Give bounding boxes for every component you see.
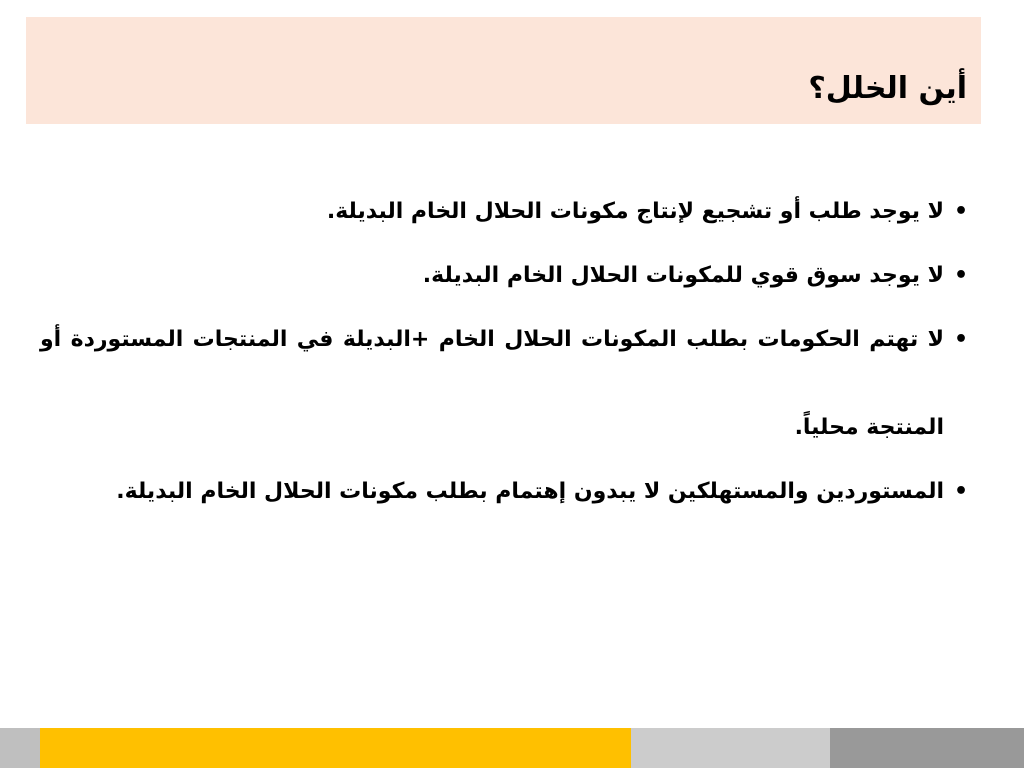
footer-segment-silver <box>631 728 830 768</box>
slide-title: أين الخلل؟ <box>808 71 967 106</box>
footer-color-bar <box>0 728 1024 768</box>
bullet-icon: • <box>953 479 968 504</box>
footer-segment-gray-light <box>0 728 40 768</box>
bullet-list <box>40 168 968 536</box>
footer-segment-gray-dark <box>830 728 1024 768</box>
title-band <box>26 17 981 124</box>
footer-segment-yellow <box>40 728 631 768</box>
bullet-icon: • <box>953 263 968 288</box>
bullet-text: المستوردين والمستهلكين لا يبدون إهتمام بطلب مكونات الحلال الخام البديلة. <box>116 479 944 504</box>
bullet-text: لا يوجد طلب أو تشجيع لإنتاج مكونات الحلال الخام البديلة. <box>326 199 944 224</box>
bullet-icon: • <box>953 327 968 352</box>
bullet-item <box>40 448 968 536</box>
bullet-text: لا يوجد سوق قوي للمكونات الحلال الخام البديلة. <box>422 263 944 288</box>
bullet-item <box>40 296 968 472</box>
bullet-icon: • <box>953 199 968 224</box>
bullet-text: لا تهتم الحكومات بطلب المكونات الحلال الخام +البديلة في المنتجات المستوردة أو المنتجة محلياً. <box>40 327 944 440</box>
